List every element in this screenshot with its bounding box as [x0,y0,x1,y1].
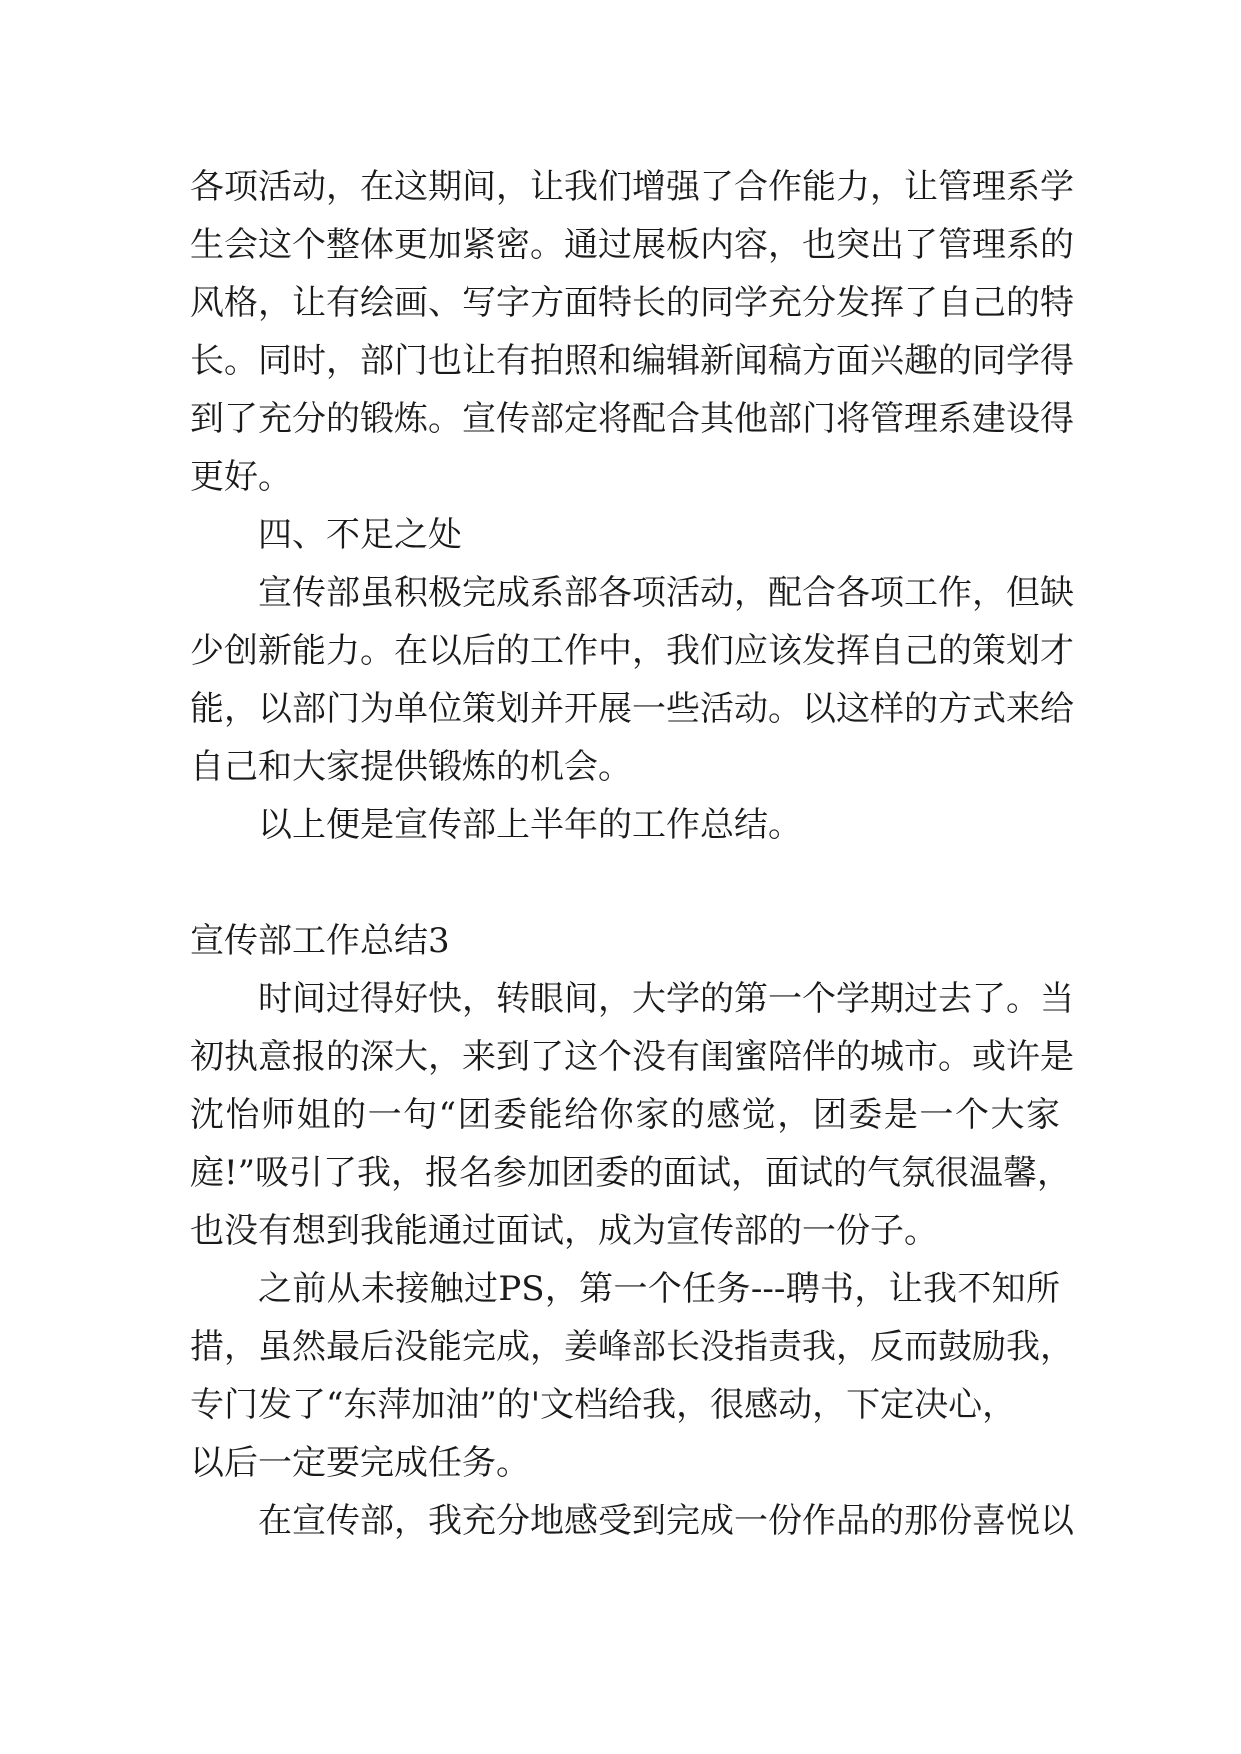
paragraph-line: 少创新能力。在以后的工作中，我们应该发挥自己的策划才 [190,631,1074,671]
paragraph-line: 专门发了“东萍加油”的'文档给我，很感动，下定决心， [190,1385,1017,1425]
paragraph-line: 以后一定要完成任务。 [190,1443,530,1483]
paragraph-line: 时间过得好快，转眼间，大学的第一个学期过去了。当 [258,979,1074,1019]
paragraph-line: 初执意报的深大，来到了这个没有闺蜜陪伴的城市。或许是 [190,1037,1074,1077]
paragraph-line: 自己和大家提供锻炼的机会。 [190,747,632,787]
paragraph-line: 以上便是宣传部上半年的工作总结。 [258,805,802,845]
paragraph-line: 也没有想到我能通过面试，成为宣传部的一份子。 [190,1211,938,1251]
paragraph-line: 更好。 [190,457,292,497]
paragraph-line: 宣传部虽积极完成系部各项活动，配合各项工作，但缺 [258,573,1074,613]
paragraph-line: 庭!”吸引了我，报名参加团委的面试，面试的气氛很温馨， [190,1153,1072,1193]
section-heading: 四、不足之处 [258,515,462,555]
paragraph-line: 之前从未接触过PS，第一个任务---聘书，让我不知所 [258,1269,1060,1309]
paragraph-line: 沈怡师姐的一句“团委能给你家的感觉，团委是一个大家 [190,1095,1060,1135]
paragraph-line: 风格，让有绘画、写字方面特长的同学充分发挥了自己的特 [190,283,1074,323]
document-body [190,158,1074,1550]
paragraph-line: 措，虽然最后没能完成，姜峰部长没指责我，反而鼓励我， [190,1327,1074,1367]
paragraph-line: 各项活动，在这期间，让我们增强了合作能力，让管理系学 [190,167,1074,207]
paragraph-line: 在宣传部，我充分地感受到完成一份作品的那份喜悦以 [258,1501,1074,1541]
paragraph-line: 到了充分的锻炼。宣传部定将配合其他部门将管理系建设得 [190,399,1074,439]
paragraph-line: 生会这个整体更加紧密。通过展板内容，也突出了管理系的 [190,225,1074,265]
paragraph-line: 能，以部门为单位策划并开展一些活动。以这样的方式来给 [190,689,1074,729]
blank-line [190,854,1060,912]
document-section-title: 宣传部工作总结3 [190,921,450,961]
paragraph-line: 长。同时，部门也让有拍照和编辑新闻稿方面兴趣的同学得 [190,341,1074,381]
